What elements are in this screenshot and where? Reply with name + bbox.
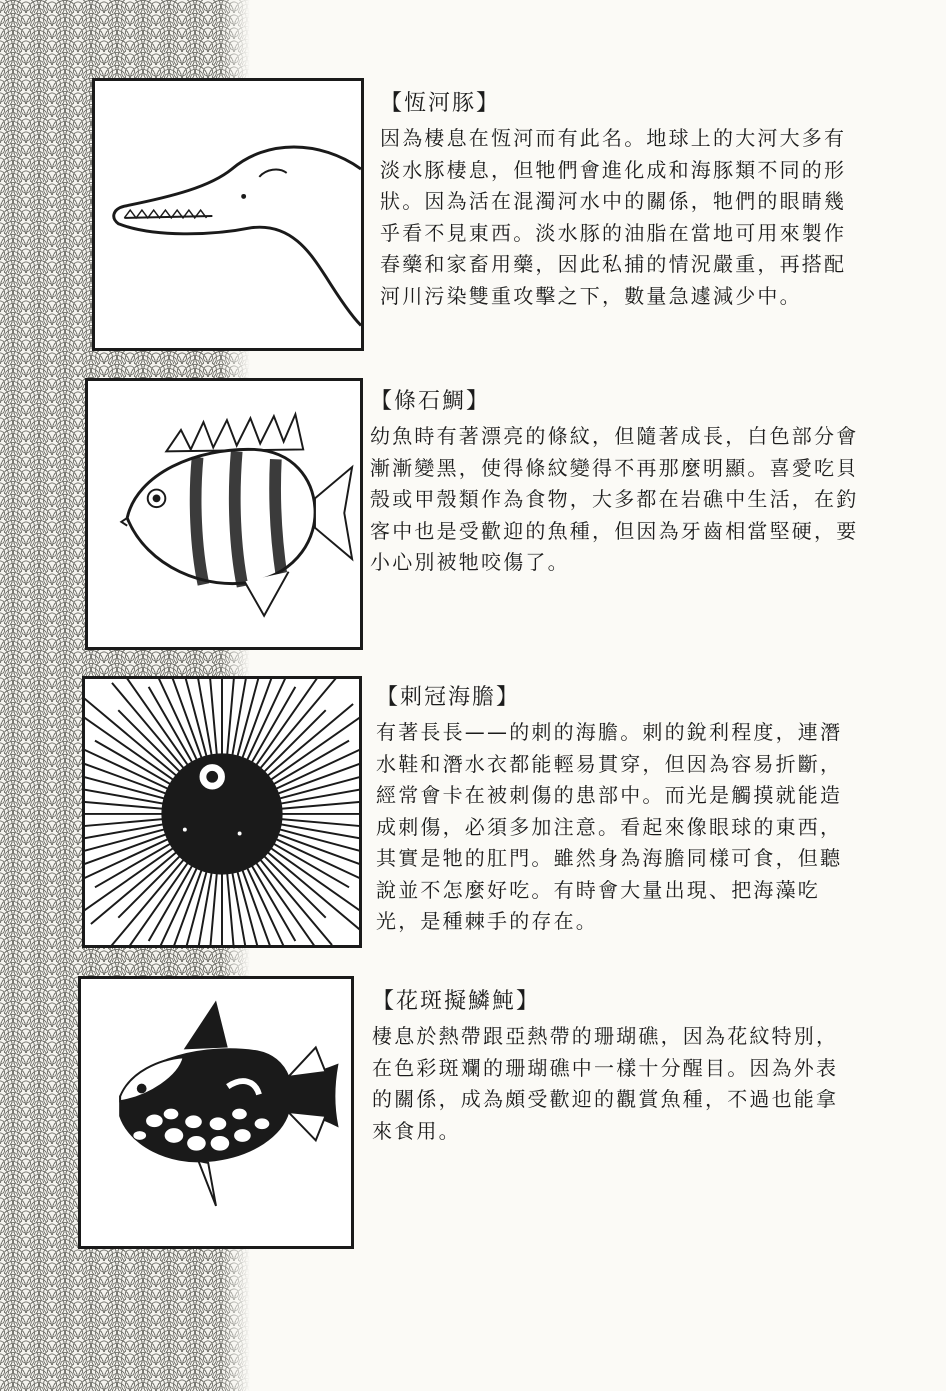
clown-triggerfish-icon	[81, 979, 351, 1246]
triggerfish-illustration-panel	[78, 976, 354, 1249]
entry-body: 因為棲息在恆河而有此名。地球上的大河大多有淡水豚棲息，但牠們會進化成和海豚類不同的形狀。因為活在混濁河水中的關係，牠們的眼睛幾乎看不見東西。淡水豚的油脂在當地可用來製作春藥和家畜用藥，因此私捕的情況嚴重，再搭配河川污染雙重攻擊之下，數量急遽減少中。	[380, 126, 847, 308]
ganges-river-dolphin-icon	[95, 81, 361, 348]
triggerfish-entry	[372, 984, 860, 1147]
entry-title: 【刺冠海膽】	[376, 685, 521, 710]
urchin-illustration-panel	[82, 676, 362, 948]
entry-body: 有著長長——的刺的海膽。刺的銳利程度，連潛水鞋和潛水衣都能輕易貫穿，但因為容易折斷，經常會卡在被刺傷的患部中。而光是觸摸就能造成刺傷，必須多加注意。看起來像眼球的東西，其實是牠的肛門。雖然身為海膽同樣可食，但聽說並不怎麼好吃。有時會大量出現、把海藻吃光，是種棘手的存在。	[376, 720, 843, 933]
entry-title: 【花斑擬鱗魨】	[372, 989, 541, 1014]
dolphin-illustration-panel	[92, 78, 364, 351]
sea-urchin-icon	[85, 679, 359, 945]
knifejaw-entry	[370, 384, 860, 579]
urchin-entry	[376, 680, 860, 938]
entry-body: 幼魚時有著漂亮的條紋，但隨著成長，白色部分會漸漸變黑，使得條紋變得不再那麼明顯。喜愛吃貝殼或甲殼類作為食物，大多都在岩礁中生活，在釣客中也是受歡迎的魚種，但因為牙齒相當堅硬，要小心別被牠咬傷了。	[370, 424, 859, 574]
barred-knifejaw-icon	[88, 381, 360, 647]
knifejaw-illustration-panel	[85, 378, 363, 650]
dolphin-entry	[380, 86, 860, 312]
entry-title: 【恆河豚】	[380, 91, 501, 116]
entry-title: 【條石鯛】	[370, 389, 491, 414]
entry-body: 棲息於熱帶跟亞熱帶的珊瑚礁，因為花紋特別，在色彩斑斕的珊瑚礁中一樣十分醒目。因為外表的關係，成為頗受歡迎的觀賞魚種，不過也能拿來食用。	[372, 1024, 839, 1143]
